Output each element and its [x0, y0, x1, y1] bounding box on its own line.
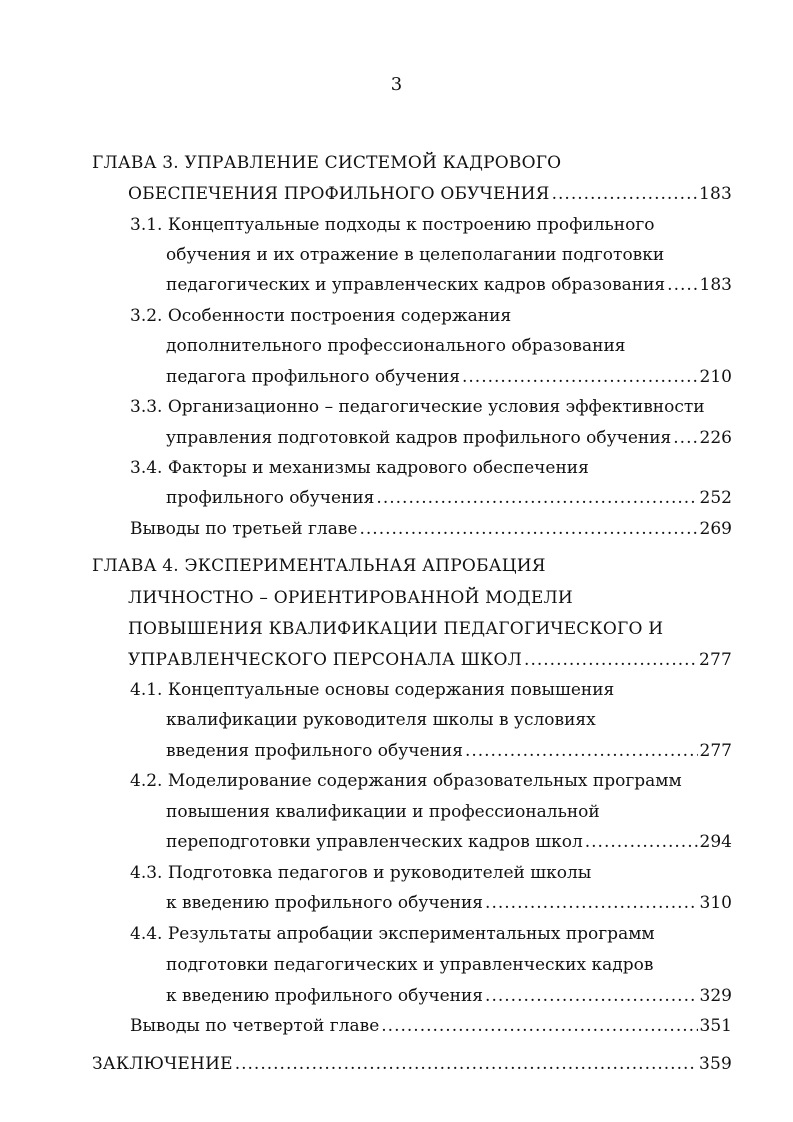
dot-leader [552, 181, 697, 207]
page-ref: 359 [698, 1054, 732, 1074]
section-4-1-line-2[interactable]: квалификации руководителя школы в условиях [166, 710, 596, 730]
dot-leader [381, 1013, 697, 1039]
dot-leader [485, 890, 698, 916]
section-4-1-line-3[interactable]: введения профильного обучения ..... 277 [166, 738, 732, 764]
chapter-4-title-line-2[interactable]: ЛИЧНОСТНО – ОРИЕНТИРОВАННОЙ МОДЕЛИ [128, 588, 573, 608]
section-3-2-line-1[interactable]: 3.2. Особенности построения содержания [130, 306, 512, 326]
page-ref: 351 [699, 1016, 732, 1036]
section-4-3-line-2[interactable]: к введению профильного обучения ..... 310 [166, 890, 732, 916]
page-ref: 310 [699, 893, 732, 913]
page-ref: 210 [699, 367, 732, 387]
page-ref: 277 [698, 650, 732, 670]
dot-leader [667, 272, 697, 298]
section-3-1-line-3[interactable]: педагогических и управленческих кадров образования ..... 183 [166, 272, 732, 298]
section-4-2-line-1[interactable]: 4.2. Моделирование содержания образовательных программ [130, 771, 682, 791]
page-number: 3 [390, 74, 403, 95]
dot-leader [465, 738, 698, 764]
section-4-1-line-1[interactable]: 4.1. Концептуальные основы содержания повышения [130, 680, 615, 700]
section-4-4-line-3[interactable]: к введению профильного обучения ..... 329 [166, 983, 732, 1009]
section-3-3-line-2[interactable]: управления подготовкой кадров профильного обучения ..... 226 [166, 425, 732, 451]
chapter-4-title-line-1[interactable]: ГЛАВА 4. ЭКСПЕРИМЕНТАЛЬНАЯ АПРОБАЦИЯ [92, 556, 546, 576]
dot-leader [235, 1051, 697, 1077]
chapter-4-title-line-3[interactable]: ПОВЫШЕНИЯ КВАЛИФИКАЦИИ ПЕДАГОГИЧЕСКОГО И [128, 619, 664, 639]
chapter-4-conclusions[interactable]: Выводы по четвертой главе ..... 351 [130, 1013, 732, 1039]
page-ref: 329 [699, 986, 732, 1006]
dot-leader [359, 516, 697, 542]
chapter-4-title-line-4[interactable]: УПРАВЛЕНЧЕСКОГО ПЕРСОНАЛА ШКОЛ ..... 277 [128, 647, 732, 673]
section-3-4-line-1[interactable]: 3.4. Факторы и механизмы кадрового обеспечения [130, 458, 589, 478]
conclusion-entry[interactable]: ЗАКЛЮЧЕНИЕ ..... 359 [92, 1051, 732, 1077]
dot-leader [462, 364, 698, 390]
section-4-4-line-2[interactable]: подготовки педагогических и управленческих кадров [166, 955, 654, 975]
dot-leader [376, 485, 697, 511]
section-4-2-line-3[interactable]: переподготовки управленческих кадров школ ..... 294 [166, 829, 732, 855]
chapter-3-title-line-2[interactable]: ОБЕСПЕЧЕНИЯ ПРОФИЛЬНОГО ОБУЧЕНИЯ ..... 183 [128, 181, 732, 207]
dot-leader [585, 829, 698, 855]
section-3-1-line-1[interactable]: 3.1. Концептуальные подходы к построению профильного [130, 215, 655, 235]
section-3-2-line-3[interactable]: педагога профильного обучения ..... 210 [166, 364, 732, 390]
page-ref: 277 [699, 741, 732, 761]
section-4-2-line-2[interactable]: повышения квалификации и профессиональной [166, 802, 600, 822]
section-3-1-line-2[interactable]: обучения и их отражение в целеполагании подготовки [166, 245, 665, 265]
page-ref: 294 [699, 832, 732, 852]
page-ref: 183 [698, 184, 732, 204]
section-4-4-line-1[interactable]: 4.4. Результаты апробации экспериментальных программ [130, 924, 655, 944]
section-3-2-line-2[interactable]: дополнительного профессионального образования [166, 336, 626, 356]
section-4-3-line-1[interactable]: 4.3. Подготовка педагогов и руководителей школы [130, 863, 592, 883]
page-ref: 269 [699, 519, 732, 539]
page-ref: 183 [699, 275, 732, 295]
chapter-3-title-line-1[interactable]: ГЛАВА 3. УПРАВЛЕНИЕ СИСТЕМОЙ КАДРОВОГО [92, 153, 562, 173]
chapter-3-conclusions[interactable]: Выводы по третьей главе ..... 269 [130, 516, 732, 542]
section-3-4-line-2[interactable]: профильного обучения ..... 252 [166, 485, 732, 511]
dot-leader [485, 983, 698, 1009]
page-ref: 252 [699, 488, 732, 508]
dot-leader [673, 425, 697, 451]
page-ref: 226 [699, 428, 732, 448]
section-3-3-line-1[interactable]: 3.3. Организационно – педагогические условия эффективности [130, 397, 705, 417]
dot-leader [524, 647, 697, 673]
